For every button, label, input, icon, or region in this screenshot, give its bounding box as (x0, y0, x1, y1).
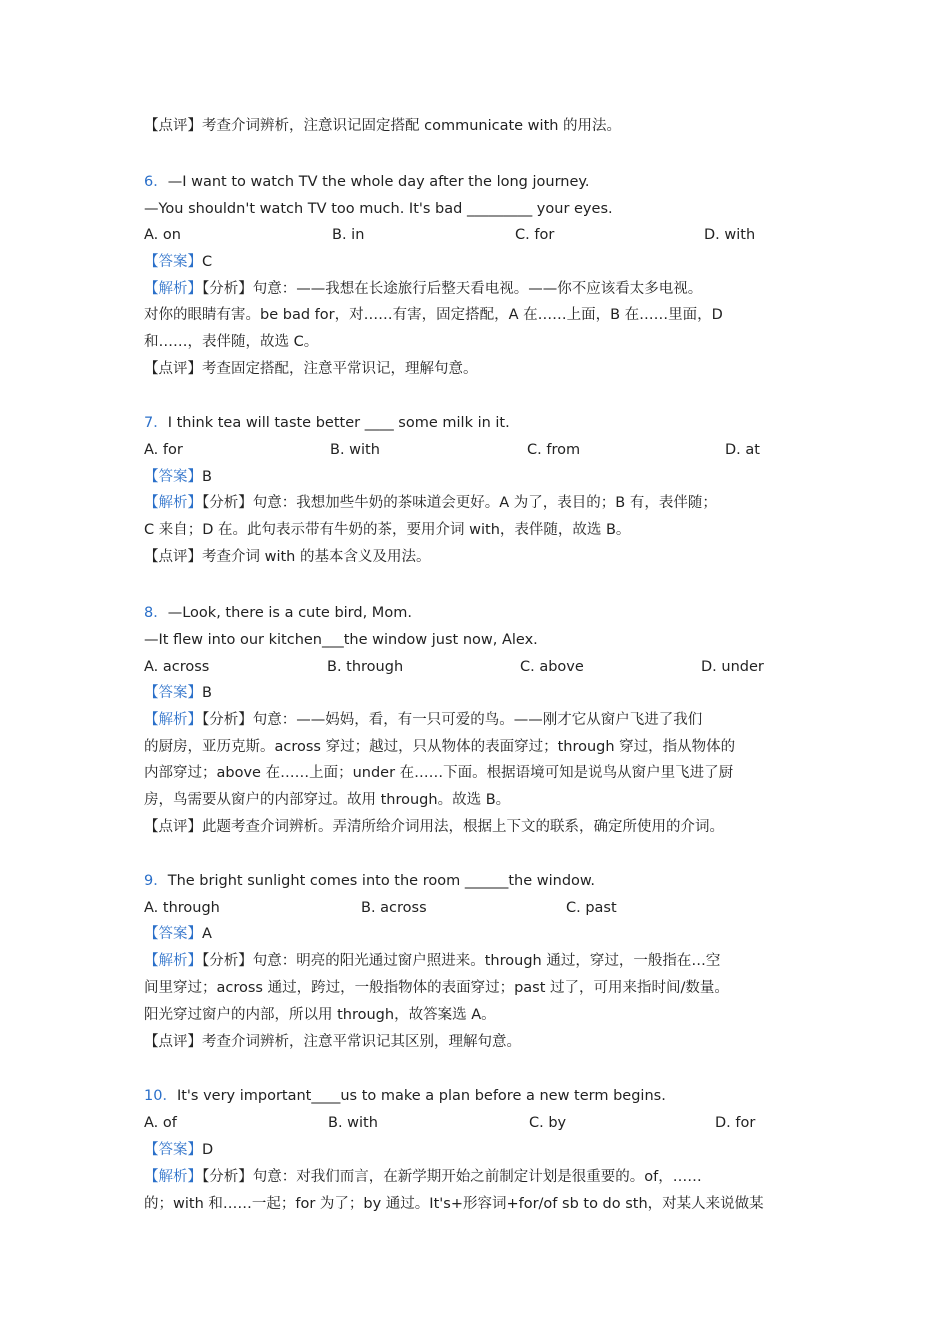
option-b: B. with (330, 442, 380, 458)
analysis-line (144, 1167, 824, 1187)
question-7 (144, 413, 824, 433)
analysis-text: 【分析】句意：——我想在长途旅行后整天看电视。——你不应该看太多电视。 (202, 281, 703, 297)
analysis-text: 【分析】句意：我想加些牛奶的茶味道会更好。A 为了，表目的；B 有，表伴随； (202, 495, 717, 511)
answer-value: C (202, 254, 213, 270)
analysis-label: 【解析】 (144, 1169, 202, 1185)
answer-value: B (202, 685, 212, 701)
analysis-line: 房，鸟需要从窗户的内部穿过。故用 through。故选 B。 (144, 792, 511, 808)
answer-line (144, 467, 824, 487)
option-c: C. by (529, 1115, 567, 1131)
question-6-line2: —You shouldn't watch TV too much. It's bad _________ your eyes. (144, 201, 613, 217)
option-a: A. on (144, 227, 181, 243)
option-b: B. with (328, 1115, 378, 1131)
option-c: C. past (566, 900, 617, 916)
analysis-text: 【分析】句意：明亮的阳光通过窗户照进来。through 通过，穿过，一般指在…空 (202, 953, 721, 969)
analysis-line: 的；with 和……一起；for 为了；by 通过。It's+形容词+for/of sb to do sth，对某人来说做某 (144, 1196, 764, 1212)
analysis-line: C 来自；D 在。此句表示带有牛奶的茶，要用介词 with，表伴随，故选 B。 (144, 522, 631, 538)
option-d: D. with (704, 227, 756, 243)
comment-line: 【点评】此题考查介词辨析。弄清所给介词用法，根据上下文的联系，确定所使用的介词。 (144, 819, 724, 835)
analysis-text: 【分析】句意：对我们而言，在新学期开始之前制定计划是很重要的。of，…… (202, 1169, 702, 1185)
option-a: A. across (144, 659, 210, 675)
question-text: It's very important____us to make a plan before a new term begins. (176, 1088, 666, 1104)
analysis-line: 对你的眼睛有害。be bad for，对……有害，固定搭配，A 在……上面，B 在……里面，D (144, 307, 723, 323)
option-b: B. through (327, 659, 404, 675)
question-10 (144, 1086, 824, 1106)
comment-line: 【点评】考查介词辨析，注意识记固定搭配 communicate with 的用法。 (144, 118, 622, 134)
option-c: C. above (520, 659, 584, 675)
option-d: D. under (701, 659, 764, 675)
analysis-label: 【解析】 (144, 281, 202, 297)
question-text: The bright sunlight comes into the room ______the window. (167, 873, 596, 889)
question-8 (144, 603, 824, 623)
answer-label: 【答案】 (144, 254, 202, 270)
analysis-label: 【解析】 (144, 495, 202, 511)
answer-label: 【答案】 (144, 685, 202, 701)
question-number: 6． (144, 174, 168, 190)
question-8-line2: —It flew into our kitchen___the window just now, Alex. (144, 632, 538, 648)
analysis-line: 内部穿过；above 在……上面；under 在……下面。根据语境可知是说鸟从窗户里飞进了厨 (144, 765, 734, 781)
answer-label: 【答案】 (144, 1142, 202, 1158)
option-a: A. of (144, 1115, 177, 1131)
analysis-line (144, 493, 824, 513)
answer-line (144, 683, 824, 703)
analysis-label: 【解析】 (144, 712, 202, 728)
answer-line (144, 252, 824, 272)
analysis-line (144, 951, 824, 971)
question-number: 8． (144, 605, 168, 621)
option-d: D. for (715, 1115, 756, 1131)
question-9 (144, 871, 824, 891)
answer-value: D (202, 1142, 214, 1158)
comment-line: 【点评】考查固定搭配，注意平常识记，理解句意。 (144, 361, 478, 377)
option-a: A. through (144, 900, 220, 916)
analysis-line: 的厨房，亚历克斯。across 穿过；越过，只从物体的表面穿过；through 穿过，指从物体的 (144, 739, 736, 755)
question-number: 10． (144, 1088, 177, 1104)
answer-value: A (202, 926, 212, 942)
answer-label: 【答案】 (144, 926, 202, 942)
option-c: C. for (515, 227, 555, 243)
answer-line (144, 1140, 824, 1160)
answer-label: 【答案】 (144, 469, 202, 485)
question-number: 9． (144, 873, 168, 889)
comment-line: 【点评】考查介词辨析，注意平常识记其区别，理解句意。 (144, 1034, 521, 1050)
option-b: B. in (332, 227, 365, 243)
analysis-line: 间里穿过；across 通过，跨过，一般指物体的表面穿过；past 过了，可用来指时间/数量。 (144, 980, 729, 996)
analysis-text: 【分析】句意：——妈妈，看，有一只可爱的鸟。——刚才它从窗户飞进了我们 (202, 712, 703, 728)
analysis-line (144, 279, 824, 299)
question-text: —Look, there is a cute bird, Mom. (167, 605, 412, 621)
question-text: —I want to watch TV the whole day after the long journey. (167, 174, 590, 190)
option-d: D. at (725, 442, 760, 458)
analysis-line: 和……，表伴随，故选 C。 (144, 334, 319, 350)
analysis-label: 【解析】 (144, 953, 202, 969)
question-6 (144, 172, 824, 192)
option-b: B. across (361, 900, 427, 916)
question-text: I think tea will taste better ____ some milk in it. (167, 415, 510, 431)
answer-line (144, 924, 824, 944)
option-a: A. for (144, 442, 183, 458)
option-c: C. from (527, 442, 581, 458)
analysis-line: 阳光穿过窗户的内部，所以用 through，故答案选 A。 (144, 1007, 496, 1023)
answer-value: B (202, 469, 212, 485)
comment-line: 【点评】考查介词 with 的基本含义及用法。 (144, 549, 431, 565)
analysis-line (144, 710, 824, 730)
question-number: 7． (144, 415, 168, 431)
